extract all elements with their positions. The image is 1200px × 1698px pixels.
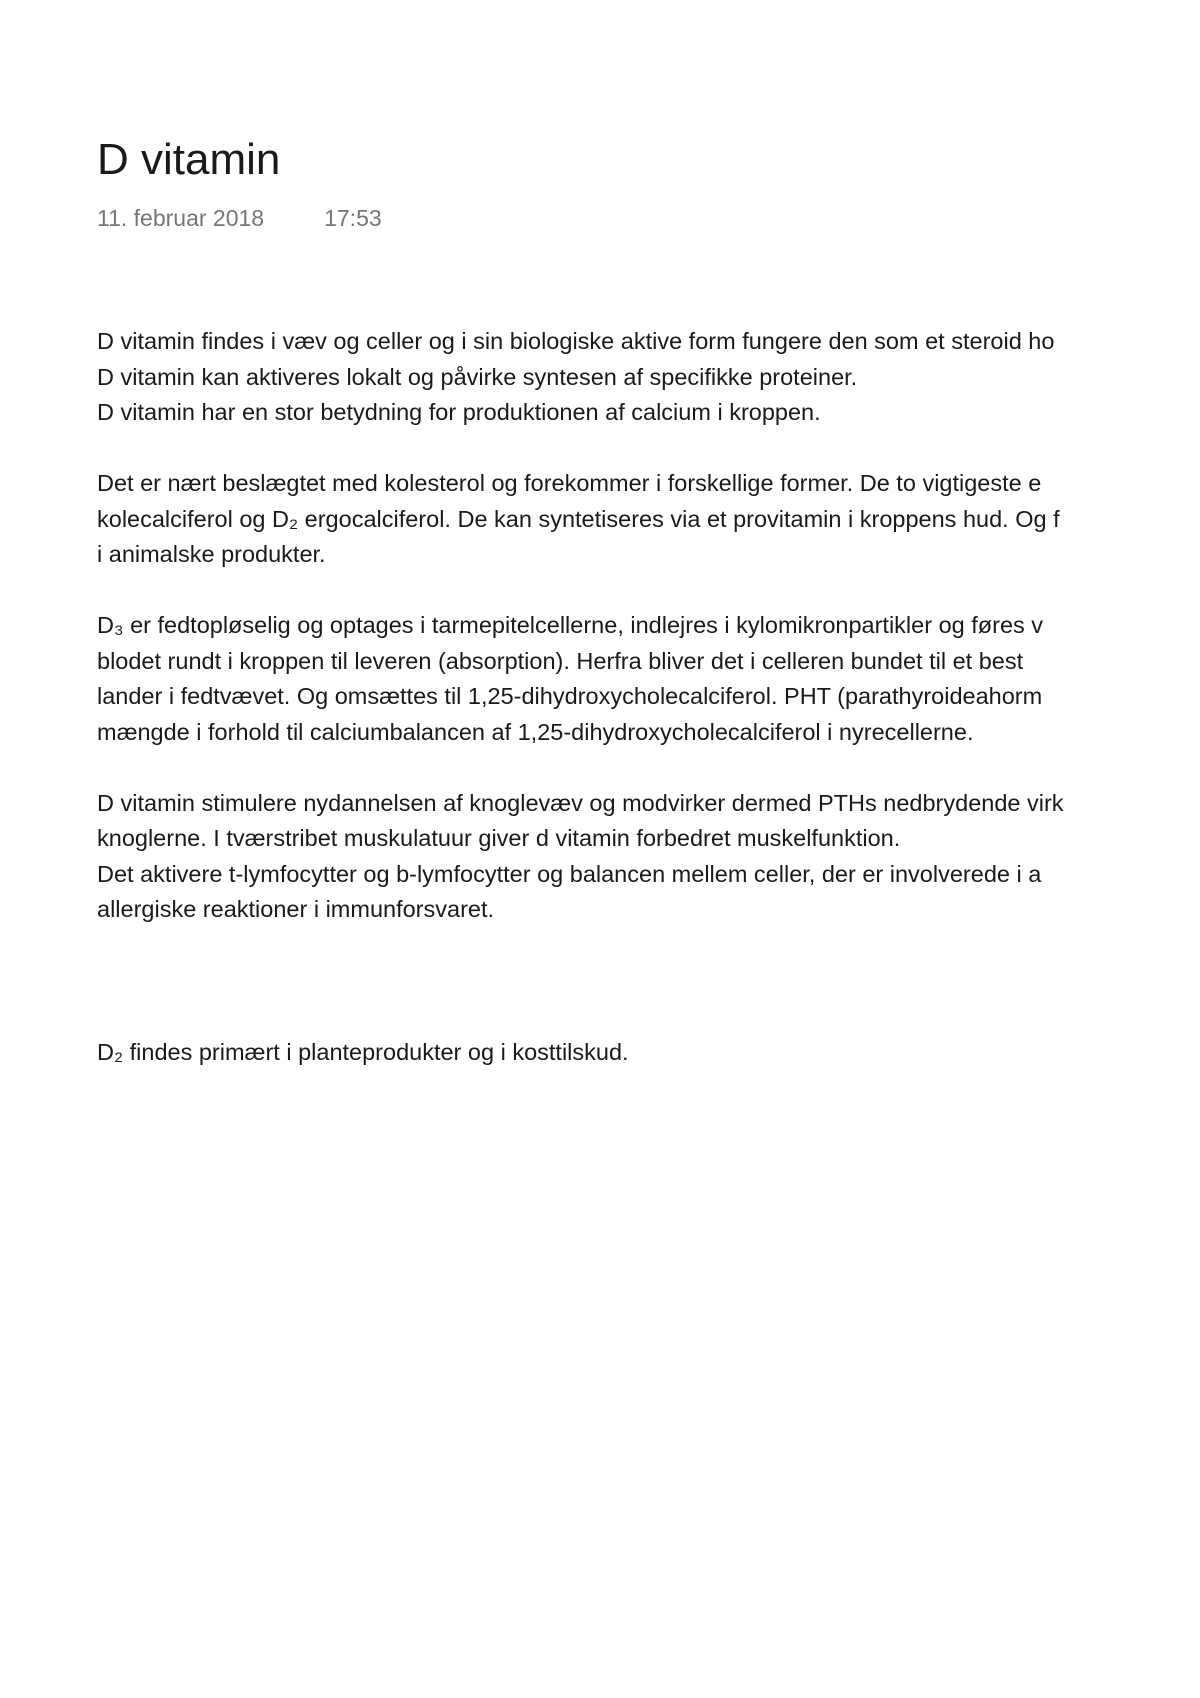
paragraph: [97, 324, 1200, 431]
paragraph: [97, 466, 1200, 573]
page-time: 17:53: [324, 205, 382, 231]
text-line: i animalske produkter.: [97, 541, 326, 567]
paragraph-spacer: [97, 431, 1200, 467]
text-line: knoglerne. I tværstribet muskulatuur giver d vitamin forbedret muskelfunktion.: [97, 825, 901, 851]
text-line: D vitamin kan aktiveres lokalt og påvirke syntesen af specifikke proteiner.: [97, 363, 858, 390]
paragraph-spacer: [97, 573, 1200, 609]
paragraph: [97, 608, 1200, 750]
text-line: D vitamin stimulere nydannelsen af knoglevæv og modvirker dermed PTHs nedbrydende virk: [97, 789, 1064, 816]
paragraph-spacer: [97, 928, 1200, 1035]
text-line: D vitamin har en stor betydning for produktionen af calcium i kroppen.: [97, 399, 821, 425]
paragraph: [97, 1035, 1200, 1071]
text-line: mængde i forhold til calciumbalancen af 1,25-dihydroxycholecalciferol i nyrecellerne.: [97, 718, 974, 745]
page-title: D vitamin: [97, 135, 281, 184]
text-line: D₃ er fedtopløselig og optages i tarmepitelcellerne, indlejres i kylomikronpartikler og føres v: [97, 612, 1044, 638]
page-date: 11. februar 2018: [97, 205, 265, 231]
paragraph: [97, 786, 1200, 928]
page-timestamp: [97, 205, 382, 232]
text-line: blodet rundt i kroppen til leveren (absorption). Herfra bliver det i celleren bundet til et best: [97, 647, 1024, 674]
text-line: lander i fedtvævet. Og omsættes til 1,25-dihydroxycholecalciferol. PHT (parathyroideahorm: [97, 683, 1043, 709]
text-line: allergiske reaktioner i immunforsvaret.: [97, 896, 495, 922]
note-body[interactable]: [97, 324, 1200, 1070]
text-line: D₂ findes primært i planteprodukter og i kosttilskud.: [97, 1038, 629, 1065]
paragraph-spacer: [97, 750, 1200, 786]
text-line: Det er nært beslægtet med kolesterol og forekommer i forskellige former. De to vigtigeste e: [97, 470, 1042, 496]
text-line: Det aktivere t-lymfocytter og b-lymfocytter og balancen mellem celler, der er involverede i a: [97, 860, 1042, 887]
text-line: kolecalciferol og D₂ ergocalciferol. De kan syntetiseres via et provitamin i kroppens hud. Og f: [97, 505, 1060, 532]
text-line: D vitamin findes i væv og celler og i sin biologiske aktive form fungere den som et steroid ho: [97, 328, 1055, 354]
